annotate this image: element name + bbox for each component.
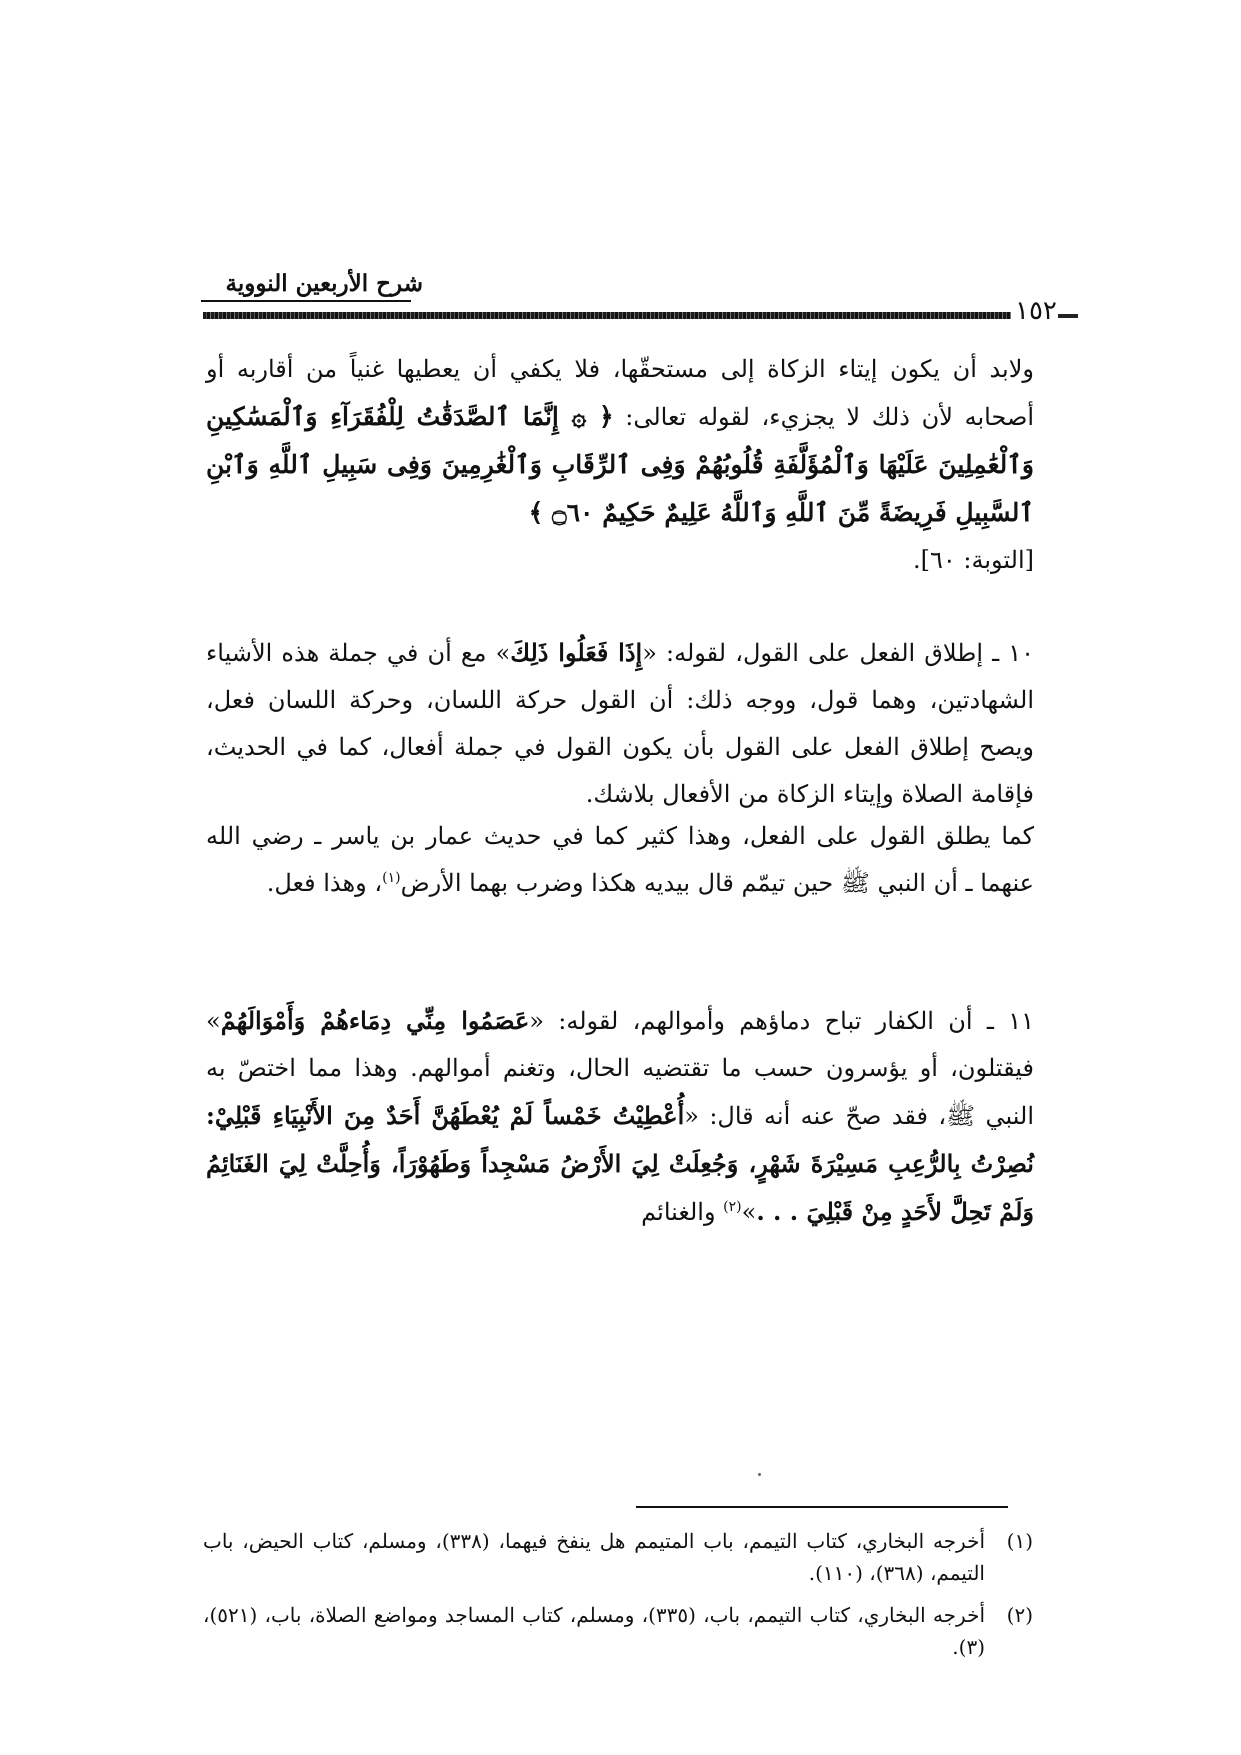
running-header-title: شرح الأربعين النووية	[225, 270, 423, 297]
hadith-quote: أُعْطِيْتُ خَمْساً لَمْ يُعْطَهُنَّ أَحَدٌ مِنَ الأَنْبِيَاءِ قَبْلِيْ: نُصِرْتُ بِالرُّعِبِ مَسِيْرَةَ شَهْرٍ، وَجُعِلَتْ لِيَ الأَرْضُ مَسْجِداً وَطَهُوْرَاً، وَأُحِلَّتْ لِيَ الغَنَائِمُ وَلَمْ تَحِلَّ لأَحَدٍ مِنْ قَبْلِيَ . . .	[206, 1101, 1034, 1226]
paragraph-point-11	[206, 997, 1034, 1236]
footnote-item	[203, 1599, 1033, 1663]
footnote-text: أخرجه البخاري، كتاب التيمم، باب المتيمم هل ينفخ فيهما، (٣٣٨)، ومسلم، كتاب الحيض، باب التيمم، (٣٦٨)، (١١٠).	[203, 1529, 986, 1585]
paragraph-text: » فيقتلون، أو يؤسرون حسب ما تقتضيه الحال، وتغنم أموالهم. وهذا مما اختصّ به النبي ﷺ، فقد صحّ عنه أنه قال: «	[206, 1007, 1034, 1130]
print-speck	[758, 1473, 761, 1476]
paragraph-text: » مع أن في جملة هذه الأشياء الشهادتين، وهما قول، ووجه ذلك: أن القول حركة اللسان، وحركة اللسان فعل، ويصح إطلاق الفعل على القول بأن يكون القول في جملة أفعال، كما في الحديث، فإقامة الصلاة وإيتاء الزكاة من الأفعال بلاشك.	[206, 639, 1034, 808]
footnote-number: (١)	[1006, 1529, 1033, 1553]
footnote-item	[203, 1525, 1033, 1589]
footnote-ref-1[interactable]: (١)	[382, 870, 401, 886]
footnote-text: أخرجه البخاري، كتاب التيمم، باب، (٣٣٥)، ومسلم، كتاب المساجد ومواضع الصلاة، باب، (٥٢١)، (٣).	[203, 1603, 985, 1659]
paragraph-text: والغنائم	[641, 1198, 724, 1226]
hadith-quote: إِذَا فَعَلُوا ذَلِكَ	[510, 638, 643, 667]
paragraph-text: ولابد أن يكون إيتاء الزكاة إلى مستحقّها، فلا يكفي أن يعطيها غنياً من أقاربه أو أصحابه لأن ذلك لا يجزيء، لقوله تعالى:	[206, 355, 1034, 431]
paragraph-text: كما يطلق القول على الفعل، وهذا كثير كما في حديث عمار بن ياسر ـ رضي الله عنهما ـ أن النبي ﷺ حين تيمّم قال بيديه هكذا وضرب بهما الأرض	[206, 822, 1034, 897]
hadith-quote: عَصَمُوا مِنِّي دِمَاءهُمْ وَأَمْوَالَهُمْ	[220, 1006, 530, 1035]
header-title-underline	[201, 300, 411, 302]
header-rule-tail	[1058, 314, 1078, 318]
paragraph-point-10	[206, 629, 1034, 818]
paragraph-zakat-recipients	[206, 346, 1034, 584]
paragraph-ammar-hadith	[206, 813, 1034, 907]
paragraph-text: ١٠ ـ إطلاق الفعل على القول، لقوله: «	[642, 639, 1035, 667]
paragraph-text: ١١ ـ أن الكفار تباح دماؤهم وأموالهم، لقوله: «	[529, 1007, 1034, 1035]
verse-reference: [التوبة: ٦٠].	[912, 546, 1034, 574]
page-number: ١٥٢	[1015, 296, 1057, 326]
footnote-separator	[636, 1506, 1008, 1508]
header-rule	[203, 312, 1011, 319]
quran-verse: ﴿ ۞ إِنَّمَا ٱلصَّدَقَٰتُ لِلْفُقَرَآءِ وَٱلْمَسَٰكِينِ وَٱلْعَٰمِلِينَ عَلَيْهَا وَٱلْمُؤَلَّفَةِ قُلُوبُهُمْ وَفِى ٱلرِّقَابِ وَٱلْغَٰرِمِينَ وَفِى سَبِيلِ ٱللَّهِ وَٱبْنِ ٱلسَّبِيلِ فَرِيضَةً مِّنَ ٱللَّهِ وَٱللَّهُ عَلِيمٌ حَكِيمٌ ۝٦٠ ﴾	[206, 402, 1034, 527]
footnotes-section	[203, 1525, 1033, 1673]
footnote-ref-2[interactable]: (٢)	[723, 1199, 742, 1215]
footnote-number: (٢)	[1006, 1603, 1033, 1627]
paragraph-text: ، وهذا فعل.	[266, 869, 383, 897]
paragraph-text: »	[741, 1198, 757, 1226]
